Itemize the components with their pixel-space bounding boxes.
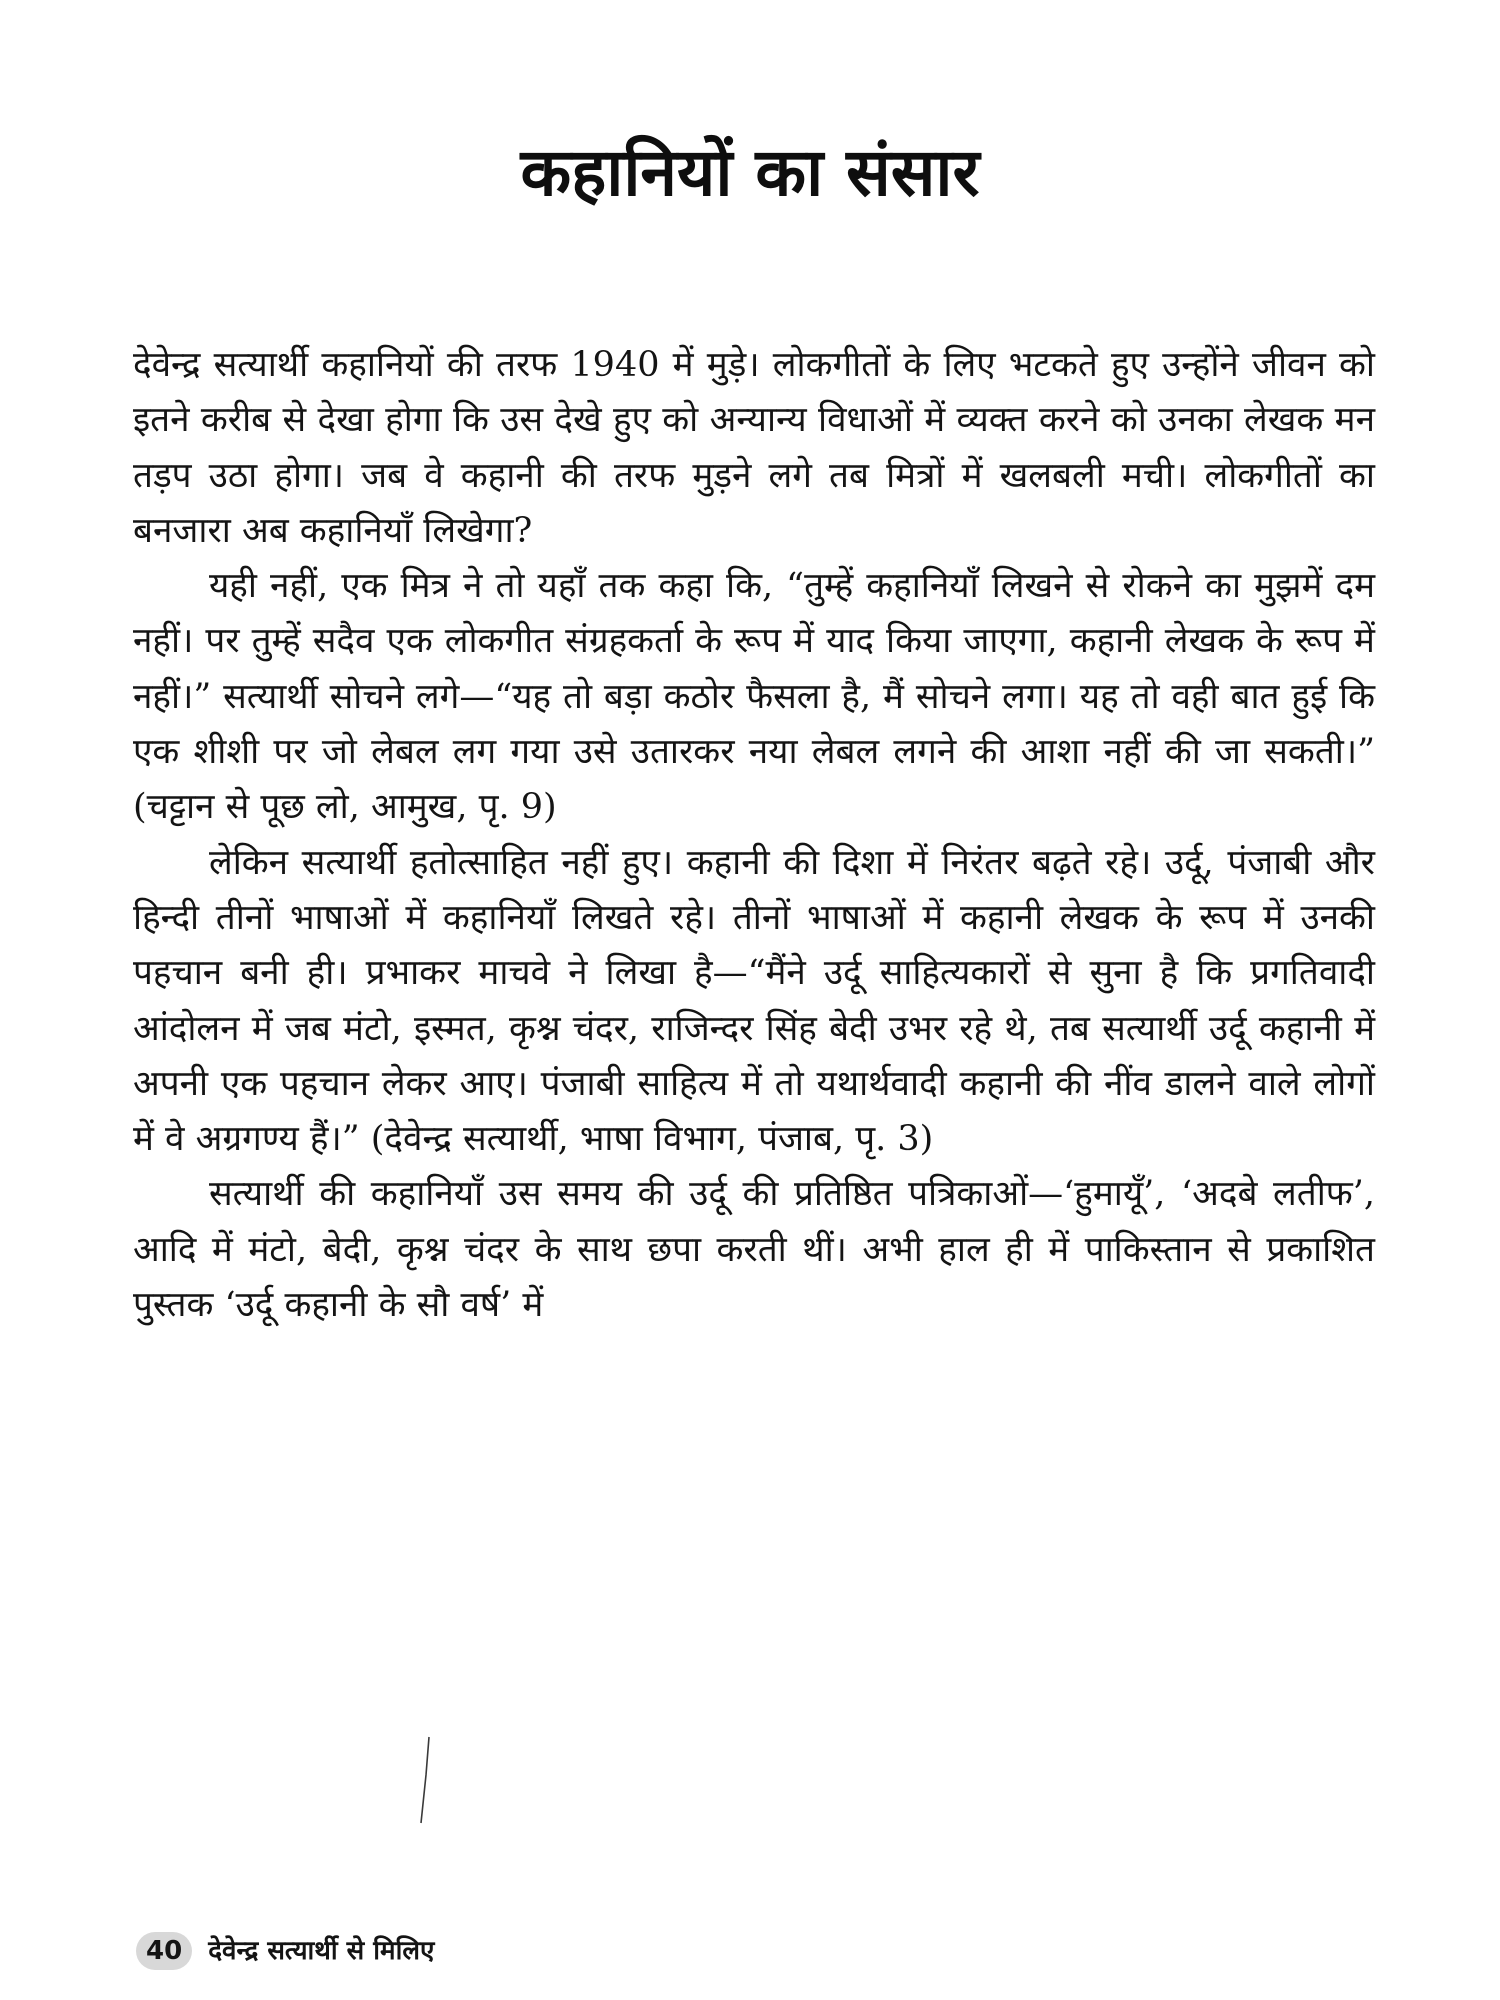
paragraph: सत्यार्थी की कहानियाँ उस समय की उर्दू की प्रतिष्ठित पत्रिकाओं—‘हुमायूँ’, ‘अदबे लतीफ’, आदि में मंटो, बेदी, कृश्न चंदर के साथ छपा करती थीं। अभी हाल ही में पाकिस्तान से प्रकाशित पुस्तक ‘उर्दू कहानी के सौ वर्ष’ में xyxy=(133,1174,1375,1326)
page-footer xyxy=(136,1932,434,1970)
page-number: 40 xyxy=(136,1932,192,1970)
paragraph: लेकिन सत्यार्थी हतोत्साहित नहीं हुए। कहानी की दिशा में निरंतर बढ़ते रहे। उर्दू, पंजाबी और हिन्दी तीनों भाषाओं में कहानियाँ लिखते रहे। तीनों भाषाओं में कहानी लेखक के रूप में उनकी पहचान बनी ही। प्रभाकर माचवे ने लिखा है—“मैंने उर्दू साहित्यकारों से सुना है कि प्रगतिवादी आंदोलन में जब मंटो, इस्मत, कृश्न चंदर, राजिन्दर सिंह बेदी उभर रहे थे, तब सत्यार्थी उर्दू कहानी में अपनी एक पहचान लेकर आए। पंजाबी साहित्य में तो यथार्थवादी कहानी की नींव डालने वाले लोगों में वे अग्रगण्य हैं।” (देवेन्द्र सत्यार्थी, भाषा विभाग, पंजाब, पृ. 3) xyxy=(133,842,1375,1160)
paragraph: देवेन्द्र सत्यार्थी कहानियों की तरफ 1940 में मुड़े। लोकगीतों के लिए भटकते हुए उन्होंने जीवन को इतने करीब से देखा होगा कि उस देखे हुए को अन्यान्य विधाओं में व्यक्त करने को उनका लेखक मन तड़प उठा होगा। जब वे कहानी की तरफ मुड़ने लगे तब मित्रों में खलबली मची। लोकगीतों का बनजारा अब कहानियाँ लिखेगा? xyxy=(133,345,1375,551)
running-head: देवेन्द्र सत्यार्थी से मिलिए xyxy=(208,1936,435,1966)
pen-mark xyxy=(415,1735,435,1825)
chapter-title: कहानियों का संसार xyxy=(520,134,980,211)
body-text xyxy=(133,338,1375,1333)
paragraph: यही नहीं, एक मित्र ने तो यहाँ तक कहा कि, “तुम्हें कहानियाँ लिखने से रोकने का मुझमें दम नहीं। पर तुम्हें सदैव एक लोकगीत संग्रहकर्ता के रूप में याद किया जाएगा, कहानी लेखक के रूप में नहीं।” सत्यार्थी सोचने लगे—“यह तो बड़ा कठोर फैसला है, मैं सोचने लगा। यह तो वही बात हुई कि एक शीशी पर जो लेबल लग गया उसे उतारकर नया लेबल लगने की आशा नहीं की जा सकती।” (चट्टान से पूछ लो, आमुख, पृ. 9) xyxy=(133,566,1375,828)
